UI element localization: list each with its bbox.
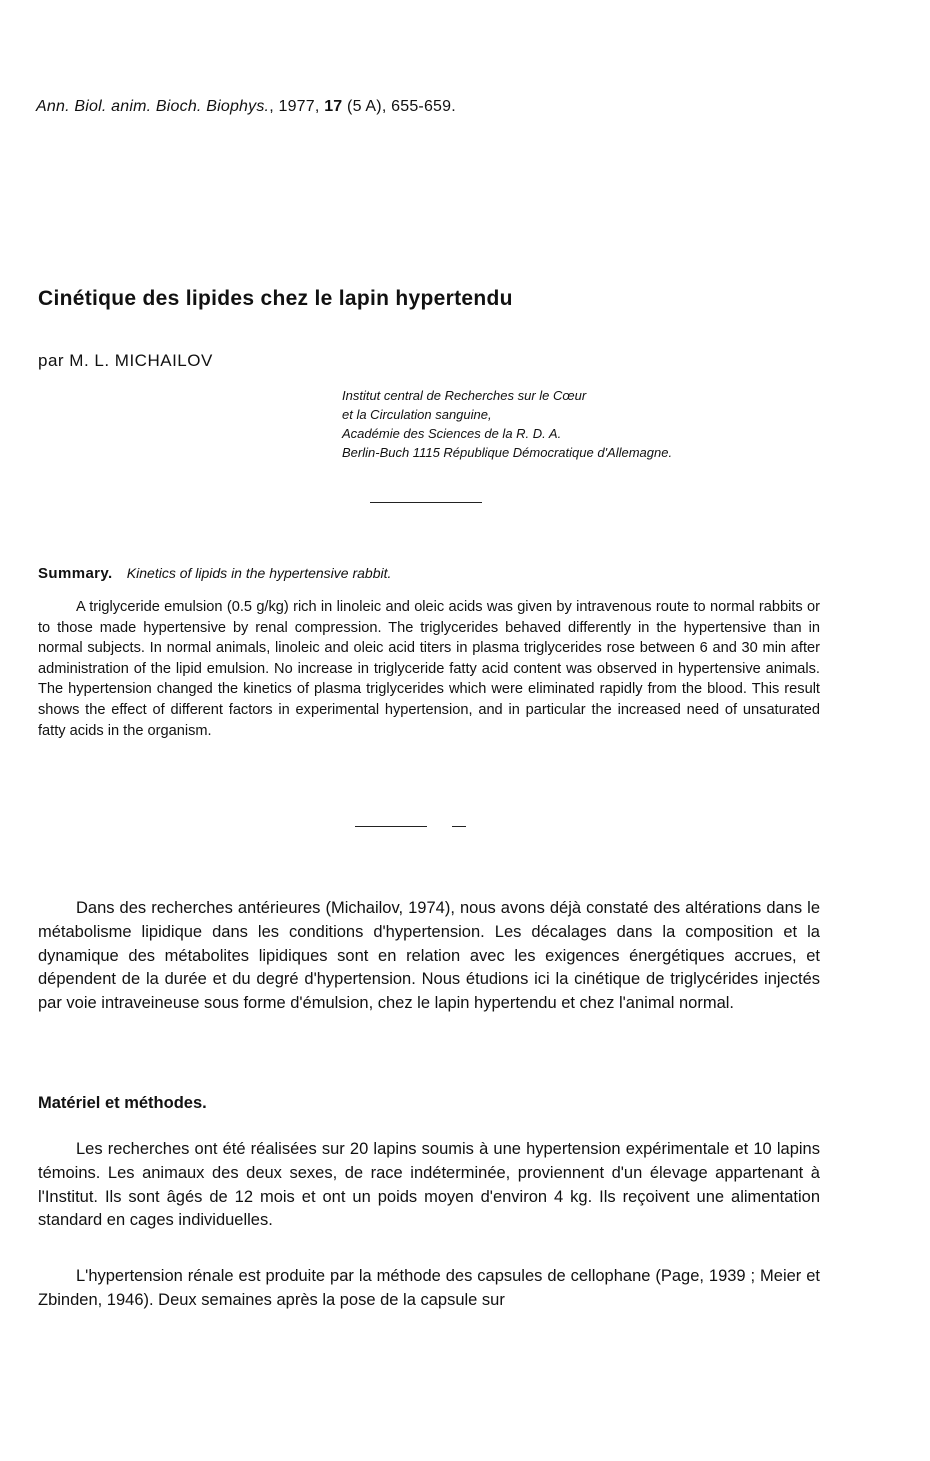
summary-divider-dash (452, 826, 466, 827)
citation-volume: 17 (324, 98, 343, 115)
affiliation-line: Berlin-Buch 1115 République Démocratique d'Allemagne. (342, 445, 673, 460)
methods-paragraph: L'hypertension rénale est produite par la méthode des capsules de cellophane (Page, 1939 ; Meier et Zbinden, 1946). Deux semaines après la pose de la capsule sur (38, 1267, 820, 1309)
affiliation-line: et la Circulation sanguine, (342, 407, 492, 422)
citation-journal: Ann. Biol. anim. Bioch. Biophys. (36, 98, 270, 115)
summary-text: A triglyceride emulsion (0.5 g/kg) rich in linoleic and oleic acids was given by intravenous route to normal rabbits or to those made hypertensive by renal compression. The triglycerides behaved differently in the hypertensive than in normal subjects. In normal animals, linoleic and oleic acid titers in plasma triglycerides rose between 6 and 30 min after administration of the lipid emulsion. No increase in triglyceride fatty acid content was observed in hypertensive animals. The hypertension changed the kinetics of plasma triglycerides which were eliminated rapidly from the blood. This result shows the effect of different factors in experimental hypertension, and in particular the increased need of unsaturated fatty acids in the organism. (38, 599, 820, 739)
affiliation-line: Académie des Sciences de la R. D. A. (342, 426, 562, 441)
header-divider (370, 502, 482, 503)
citation-issue-pages: (5 A), 655-659. (347, 98, 456, 115)
article-title: Cinétique des lipides chez le lapin hypertendu (38, 287, 513, 310)
summary-divider (355, 826, 427, 827)
intro-paragraph: Dans des recherches antérieures (Michailov, 1974), nous avons déjà constaté des altérations dans le métabolisme lipidique dans les conditions d'hypertension. Les décalages dans la composition et la dynamique des métabolites lipidiques sont en relation avec les exigences énergétiques accrues, et dépendent de la durée et du degré d'hypertension. Nous étudions ici la cinétique de triglycérides injectés par voie intraveineuse sous forme d'émulsion, chez le lapin hypertendu et chez l'animal normal. (38, 899, 820, 1013)
section-heading: Matériel et méthodes. (38, 1094, 207, 1112)
methods-paragraph: Les recherches ont été réalisées sur 20 lapins soumis à une hypertension expérimentale et 10 lapins témoins. Les animaux des deux sexes, de race indéterminée, proviennent d'un élevage appartenant à l'Institut. Ils sont âgés de 12 mois et ont un poids moyen d'environ 4 kg. Ils reçoivent une alimentation standard en cages individuelles. (38, 1140, 820, 1230)
article-author: par M. L. MICHAILOV (38, 351, 213, 370)
summary-heading (38, 565, 391, 582)
affiliation-line: Institut central de Recherches sur le Cœur (342, 388, 587, 403)
journal-citation (36, 98, 456, 116)
summary-title: Kinetics of lipids in the hypertensive rabbit. (126, 565, 392, 581)
summary-label: Summary. (38, 565, 113, 582)
citation-year: , 1977, (269, 98, 320, 115)
author-affiliation (342, 386, 672, 462)
